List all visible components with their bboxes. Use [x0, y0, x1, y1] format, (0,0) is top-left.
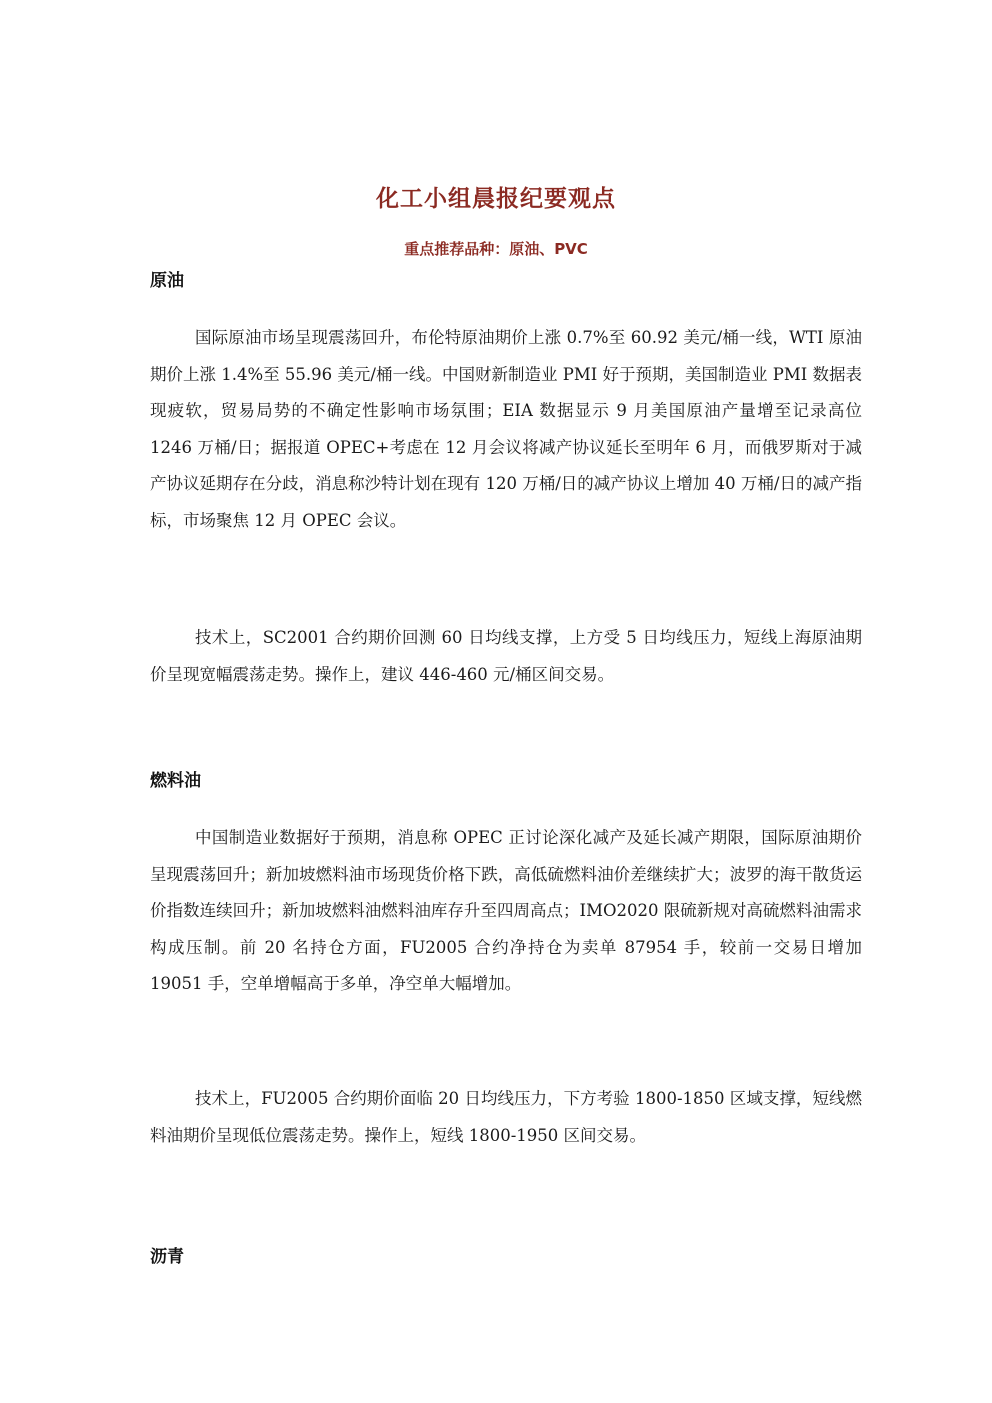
section-heading-fuel-oil: 燃料油: [150, 771, 201, 791]
section-heading-crude-oil: 原油: [150, 271, 184, 291]
document-subtitle: 重点推荐品种：原油、PVC: [404, 240, 588, 258]
paragraph-fuel-oil-technical: 技术上，FU2005 合约期价面临 20 日均线压力，下方考验 1800-1850 区域支撑，短线燃料油期价呈现低位震荡走势。操作上，短线 1800-1950 区间交易。: [150, 1089, 862, 1145]
paragraph-crude-oil-market: 国际原油市场呈现震荡回升，布伦特原油期价上涨 0.7%至 60.92 美元/桶一线，WTI 原油期价上涨 1.4%至 55.96 美元/桶一线。中国财新制造业 PMI 好于预期，美国制造业 PMI 数据表现疲软，贸易局势的不确定性影响市场氛围；EIA 数据显示 9 月美国原油产量增至记录高位 1246 万桶/日；据报道 OPEC+考虑在 12 月会议将减产协议延长至明年 6 月，而俄罗斯对于减产协议延期存在分歧，消息称沙特计划在现有 120 万桶/日的减产协议上增加 40 万桶/日的减产指标，市场聚焦 12 月 OPEC 会议。: [150, 328, 862, 530]
document-title: 化工小组晨报纪要观点: [376, 186, 616, 212]
paragraph-crude-oil-technical: 技术上，SC2001 合约期价回测 60 日均线支撑，上方受 5 日均线压力，短线上海原油期价呈现宽幅震荡走势。操作上，建议 446-460 元/桶区间交易。: [150, 628, 862, 684]
paragraph-fuel-oil-market: 中国制造业数据好于预期，消息称 OPEC 正讨论深化减产及延长减产期限，国际原油期价呈现震荡回升；新加坡燃料油市场现货价格下跌，高低硫燃料油价差继续扩大；波罗的海干散货运价指数连续回升；新加坡燃料油燃料油库存升至四周高点；IMO2020 限硫新规对高硫燃料油需求构成压制。前 20 名持仓方面，FU2005 合约净持仓为卖单 87954 手，较前一交易日增加 19051 手，空单增幅高于多单，净空单大幅增加。: [150, 828, 862, 993]
section-heading-asphalt: 沥青: [150, 1247, 184, 1267]
